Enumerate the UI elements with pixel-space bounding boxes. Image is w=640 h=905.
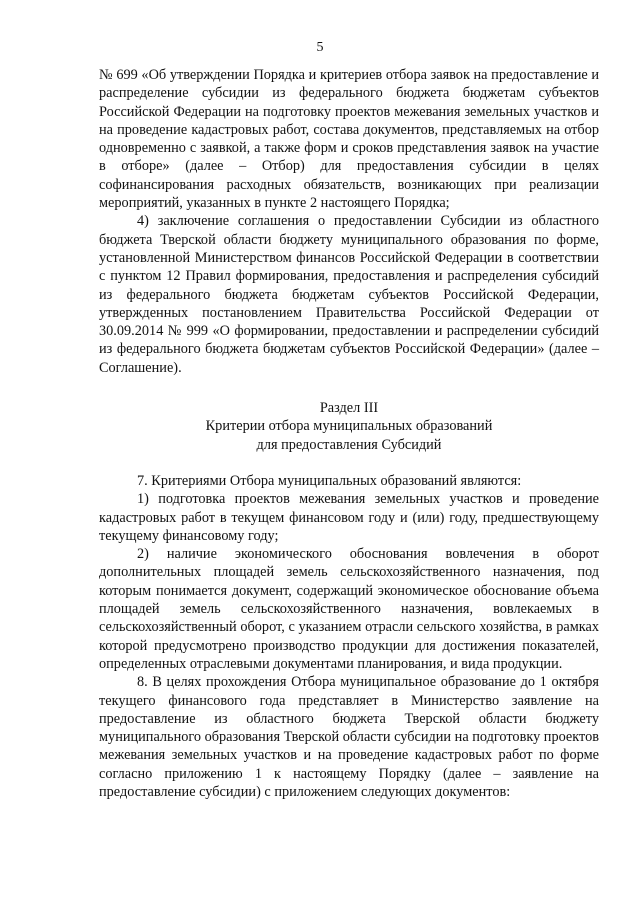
section-number: Раздел III: [319, 400, 379, 417]
paragraph-item-4: 4) заключение соглашения о предоставлении Субсидии из областного бюджета Тверской области бюджету муниципального образования по форме, установленной Министерством финансов Российской Федерации в соответствии с пунктом 12 Правил формирования, предоставления и распределения субсидий из федерального бюджета бюджетам субъектов Российской Федерации, утвержденных постановлением Правительства Российской Федерации от 30.09.2014 № 999 «О формировании, предоставлении и распределении субсидий из федерального бюджета бюджетам субъектов Российской Федерации» (далее – Соглашение).: [99, 213, 599, 376]
section-title-line-1: Критерии отбора муниципальных образований: [205, 418, 493, 435]
paragraph-continuation: № 699 «Об утверждении Порядка и критериев отбора заявок на предоставление и распределение субсидии из федерального бюджета бюджетам субъектов Российской Федерации на подготовку проектов межевания земельных участков и на проведение кадастровых работ, состава документов, представляемых на отбор одновременно с заявкой, а также форм и сроков представления заявок на участие в отборе» (далее – Отбор) для предоставления субсидии в целях софинансирования расходных обязательств, возникающих при реализации мероприятий, указанных в пункте 2 настоящего Порядка;: [99, 67, 599, 212]
paragraph-7-item-1: 1) подготовка проектов межевания земельных участков и проведение кадастровых работ в текущем финансовом году и (или) году, предшествующему текущему финансовому году;: [99, 491, 599, 544]
section-title-line-2: для предоставления Субсидий: [256, 436, 442, 453]
paragraph-8: 8. В целях прохождения Отбора муниципальное образование до 1 октября текущего финансового года представляет в Министерство заявление на предоставление из областного бюджета Тверской области бюджету муниципального образования Тверской области субсидии на подготовку проектов межевания земельных участков и на проведение кадастровых работ по форме согласно приложению 1 к настоящему Порядку (далее – заявление на предоставление субсидии) с приложением следующих документов:: [99, 674, 599, 800]
document-body: [99, 66, 599, 801]
page-number: 5: [316, 40, 324, 55]
paragraph-7-item-2: 2) наличие экономического обоснования вовлечения в оборот дополнительных площадей земель сельскохозяйственного назначения, под которым понимается документ, содержащий экономическое обоснование объема площадей земель сельскохозяйственного назначения, вовлекаемых в сельскохозяйственный оборот, с указанием отрасли сельского хозяйства, в рамках которой предусмотрено производство продукции для достижения показателей, определенных отраслевыми документами планирования, и вида продукции.: [99, 546, 599, 672]
paragraph-7: 7. Критериями Отбора муниципальных образований являются:: [137, 472, 522, 489]
